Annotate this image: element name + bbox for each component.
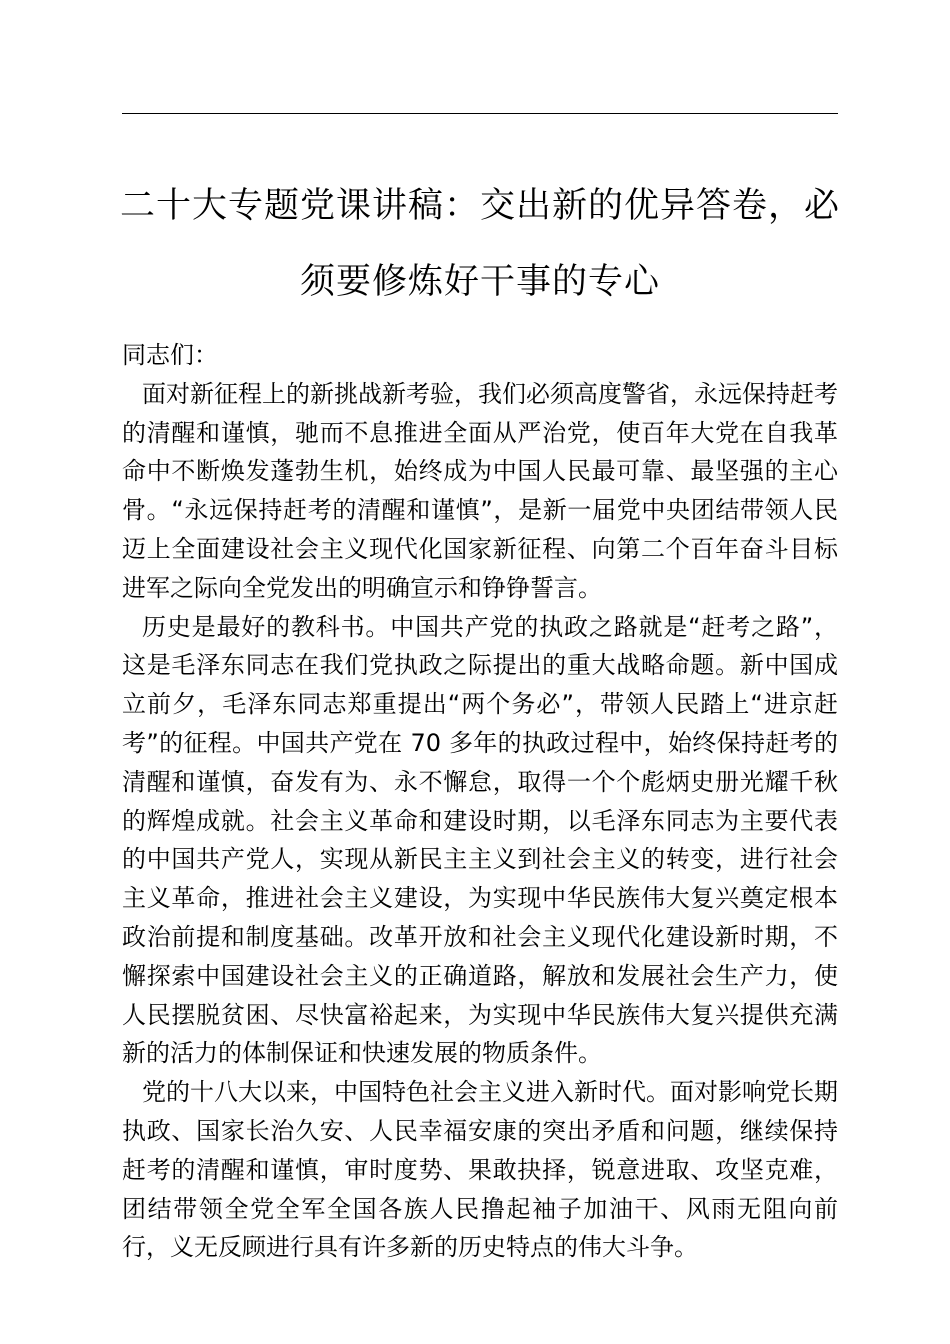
title-line-2: 须要修炼好干事的专心 [299, 262, 660, 302]
paragraph-2: 历史是最好的教科书。中国共产党的执政之路就是“赶考之路”，这是毛泽东同志在我们党执政之际提出的重大战略命题。新中国成立前夕，毛泽东同志郑重提出“两个务必”，带领人民踏上“进京赶考”的征程。中国共产党在 70 多年的执政过程中，始终保持赶考的清醒和谨慎，奋发有为、永不懈怠，取得一个个彪炳史册光耀千秋的辉煌成就。社会主义革命和建设时期，以毛泽东同志为主要代表的中国共产党人，实现从新民主主义到社会主义的转变，进行社会主义革命，推进社会主义建设，为实现中华民族伟大复兴奠定根本政治前提和制度基础。改革开放和社会主义现代化建设新时期，不懈探索中国建设社会主义的正确道路，解放和发展社会生产力，使人民摆脱贫困、尽快富裕起来，为实现中华民族伟大复兴提供充满新的活力的体制保证和快速发展的物质条件。 [122, 612, 838, 1068]
paragraph-3: 党的十八大以来，中国特色社会主义进入新时代。面对影响党长期执政、国家长治久安、人民幸福安康的突出矛盾和问题，继续保持赶考的清醒和谨慎，审时度势、果敢抉择，锐意进取、攻坚克难，团结带领全党全军全国各族人民撸起袖子加油干、风雨无阻向前行，义无反顾进行具有许多新的历史特点的伟大斗争。 [122, 1078, 838, 1262]
title-line-1: 二十大专题党课讲稿：交出新的优异答卷，必 [119, 186, 840, 226]
paragraph-1: 面对新征程上的新挑战新考验，我们必须高度警省，永远保持赶考的清醒和谨慎，驰而不息推进全面从严治党，使百年大党在自我革命中不断焕发蓬勃生机，始终成为中国人民最可靠、最坚强的主心骨。“永远保持赶考的清醒和谨慎”，是新一届党中央团结带领人民迈上全面建设社会主义现代化国家新征程、向第二个百年奋斗目标进军之际向全党发出的明确宣示和铮铮誓言。 [122, 379, 838, 602]
document-body [122, 336, 838, 1267]
document-title [110, 168, 850, 320]
header-rule [122, 113, 838, 114]
greeting: 同志们： [122, 341, 218, 369]
